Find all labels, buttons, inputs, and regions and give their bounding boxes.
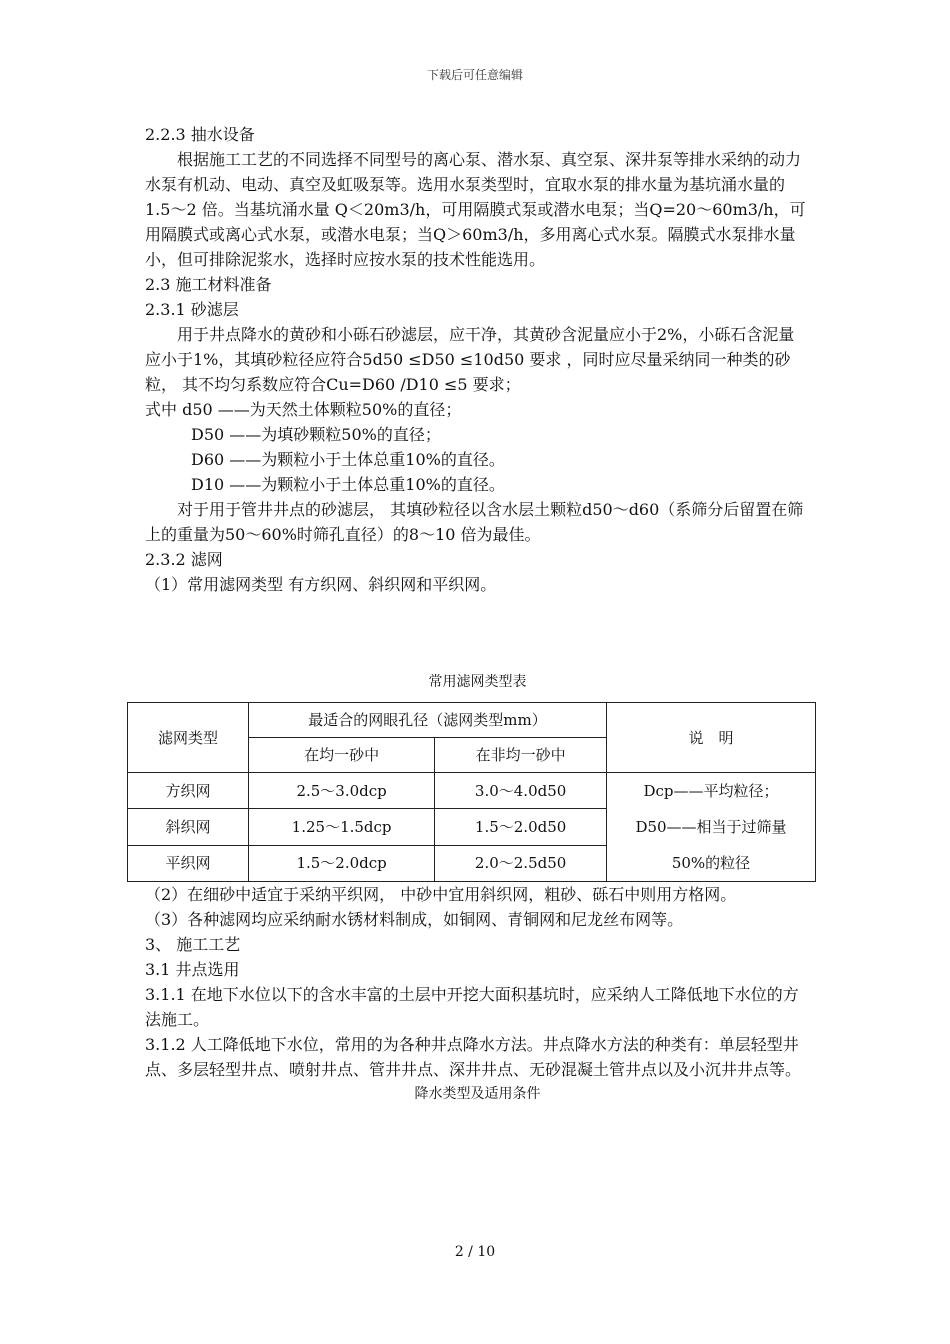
cell-uniform: 2.5～3.0dcp (249, 773, 435, 809)
cell-type: 方织网 (128, 773, 249, 809)
note-line: Dcp——平均粒径； (643, 782, 779, 800)
paragraph-3-1-2: 3.1.2 人工降低地下水位，常用的为各种井点降水方法。井点降水方法的种类有：单层轻型井点、多层轻型井点、喷射井点、管井井点、深井井点、无砂混凝土管井点以及小沉井井点等。 (145, 1035, 802, 1079)
table-caption-dewatering: 降水类型及适用条件 (414, 1086, 541, 1102)
note-line: 50%的粒径 (671, 854, 751, 872)
paragraph-sand-filter: 用于井点降水的黄砂和小砾石砂滤层，应干净，其黄砂含泥量应小于2%，小砾石含泥量应小于1%，其填砂粒径应符合5d50 ≤D50 ≤10d50 要求 ，同时应尽量采纳同一种类的砂粒， 其不均匀系数应符合Cu=D60 /D10 ≤5 要求； (145, 325, 795, 394)
col-uniform-sand: 在均一砂中 (249, 738, 435, 773)
heading-3-1: 3.1 井点选用 (145, 960, 240, 979)
cell-note (607, 773, 816, 882)
table-row (128, 773, 816, 809)
filter-item-3: （3）各种滤网均应采纳耐水锈材料制成，如铜网、青铜网和尼龙丝布网等。 (145, 910, 684, 929)
document-body (145, 122, 810, 1107)
paragraph-3-1-1: 3.1.1 在地下水位以下的含水丰富的土层中开挖大面积基坑时，应采纳人工降低地下水位的方法施工。 (145, 985, 799, 1029)
heading-2-3-1: 2.3.1 砂滤层 (145, 300, 239, 319)
heading-2-3: 2.3 施工材料准备 (145, 275, 272, 294)
filter-item-1: （1）常用滤网类型 有方织网、斜织网和平织网。 (145, 575, 497, 594)
cell-nonuniform: 2.0～2.5d50 (435, 845, 607, 881)
heading-2-2-3: 2.2.3 抽水设备 (145, 125, 255, 144)
paragraph-pumps: 根据施工工艺的不同选择不同型号的离心泵、潜水泵、真空泵、深井泵等排水采纳的动力水泵有机动、电动、真空及虹吸泵等。选用水泵类型时，宜取水泵的排水量为基坑涌水量的1.5～2 倍。当基坑涌水量 Q＜20m3/h，可用隔膜式泵或潜水电泵；当Q=20～60m3/h，可用隔膜式或离心式水泵，或潜水电泵；当Q＞60m3/h，多用离心式水泵。隔膜式水泵排水量小，但可排除泥浆水，选择时应按水泵的技术性能选用。 (145, 150, 806, 269)
formula-def-d10: D10 ——为颗粒小于土体总重10%的直径。 (191, 475, 505, 494)
paragraph-tube-well-filter: 对于用于管井井点的砂滤层， 其填砂粒径以含水层土颗粒d50～d60（系筛分后留置在筛上的重量为50～60%时筛孔直径）的8～10 倍为最佳。 (145, 500, 804, 544)
formula-def-d50: D50 ——为填砂颗粒50%的直径； (191, 425, 441, 444)
note-line: D50——相当于过筛量 (635, 818, 787, 836)
heading-3: 3、 施工工艺 (145, 935, 241, 954)
page-number: 2 / 10 (454, 1244, 496, 1260)
formula-intro: 式中 d50 ——为天然土体颗粒50%的直径； (145, 400, 462, 419)
cell-uniform: 1.25～1.5dcp (249, 809, 435, 845)
heading-2-3-2: 2.3.2 滤网 (145, 550, 223, 569)
col-mesh-size: 最适合的网眼孔径（滤网类型mm） (249, 703, 607, 738)
table-header-row (128, 703, 816, 738)
col-note: 说 明 (607, 703, 816, 773)
cell-type: 平织网 (128, 845, 249, 881)
filter-item-2: （2）在细砂中适宜于采纳平织网， 中砂中宜用斜织网，粗砂、砾石中则用方格网。 (145, 885, 737, 904)
cell-type: 斜织网 (128, 809, 249, 845)
cell-nonuniform: 3.0～4.0d50 (435, 773, 607, 809)
col-nonuniform-sand: 在非均一砂中 (435, 738, 607, 773)
col-filter-type: 滤网类型 (128, 703, 249, 773)
table-caption-filter: 常用滤网类型表 (428, 674, 527, 690)
formula-def-d60: D60 ——为颗粒小于土体总重10%的直径。 (191, 450, 505, 469)
page-header: 下载后可任意编辑 (426, 68, 523, 82)
cell-uniform: 1.5～2.0dcp (249, 845, 435, 881)
cell-nonuniform: 1.5～2.0d50 (435, 809, 607, 845)
filter-type-table (127, 702, 816, 882)
